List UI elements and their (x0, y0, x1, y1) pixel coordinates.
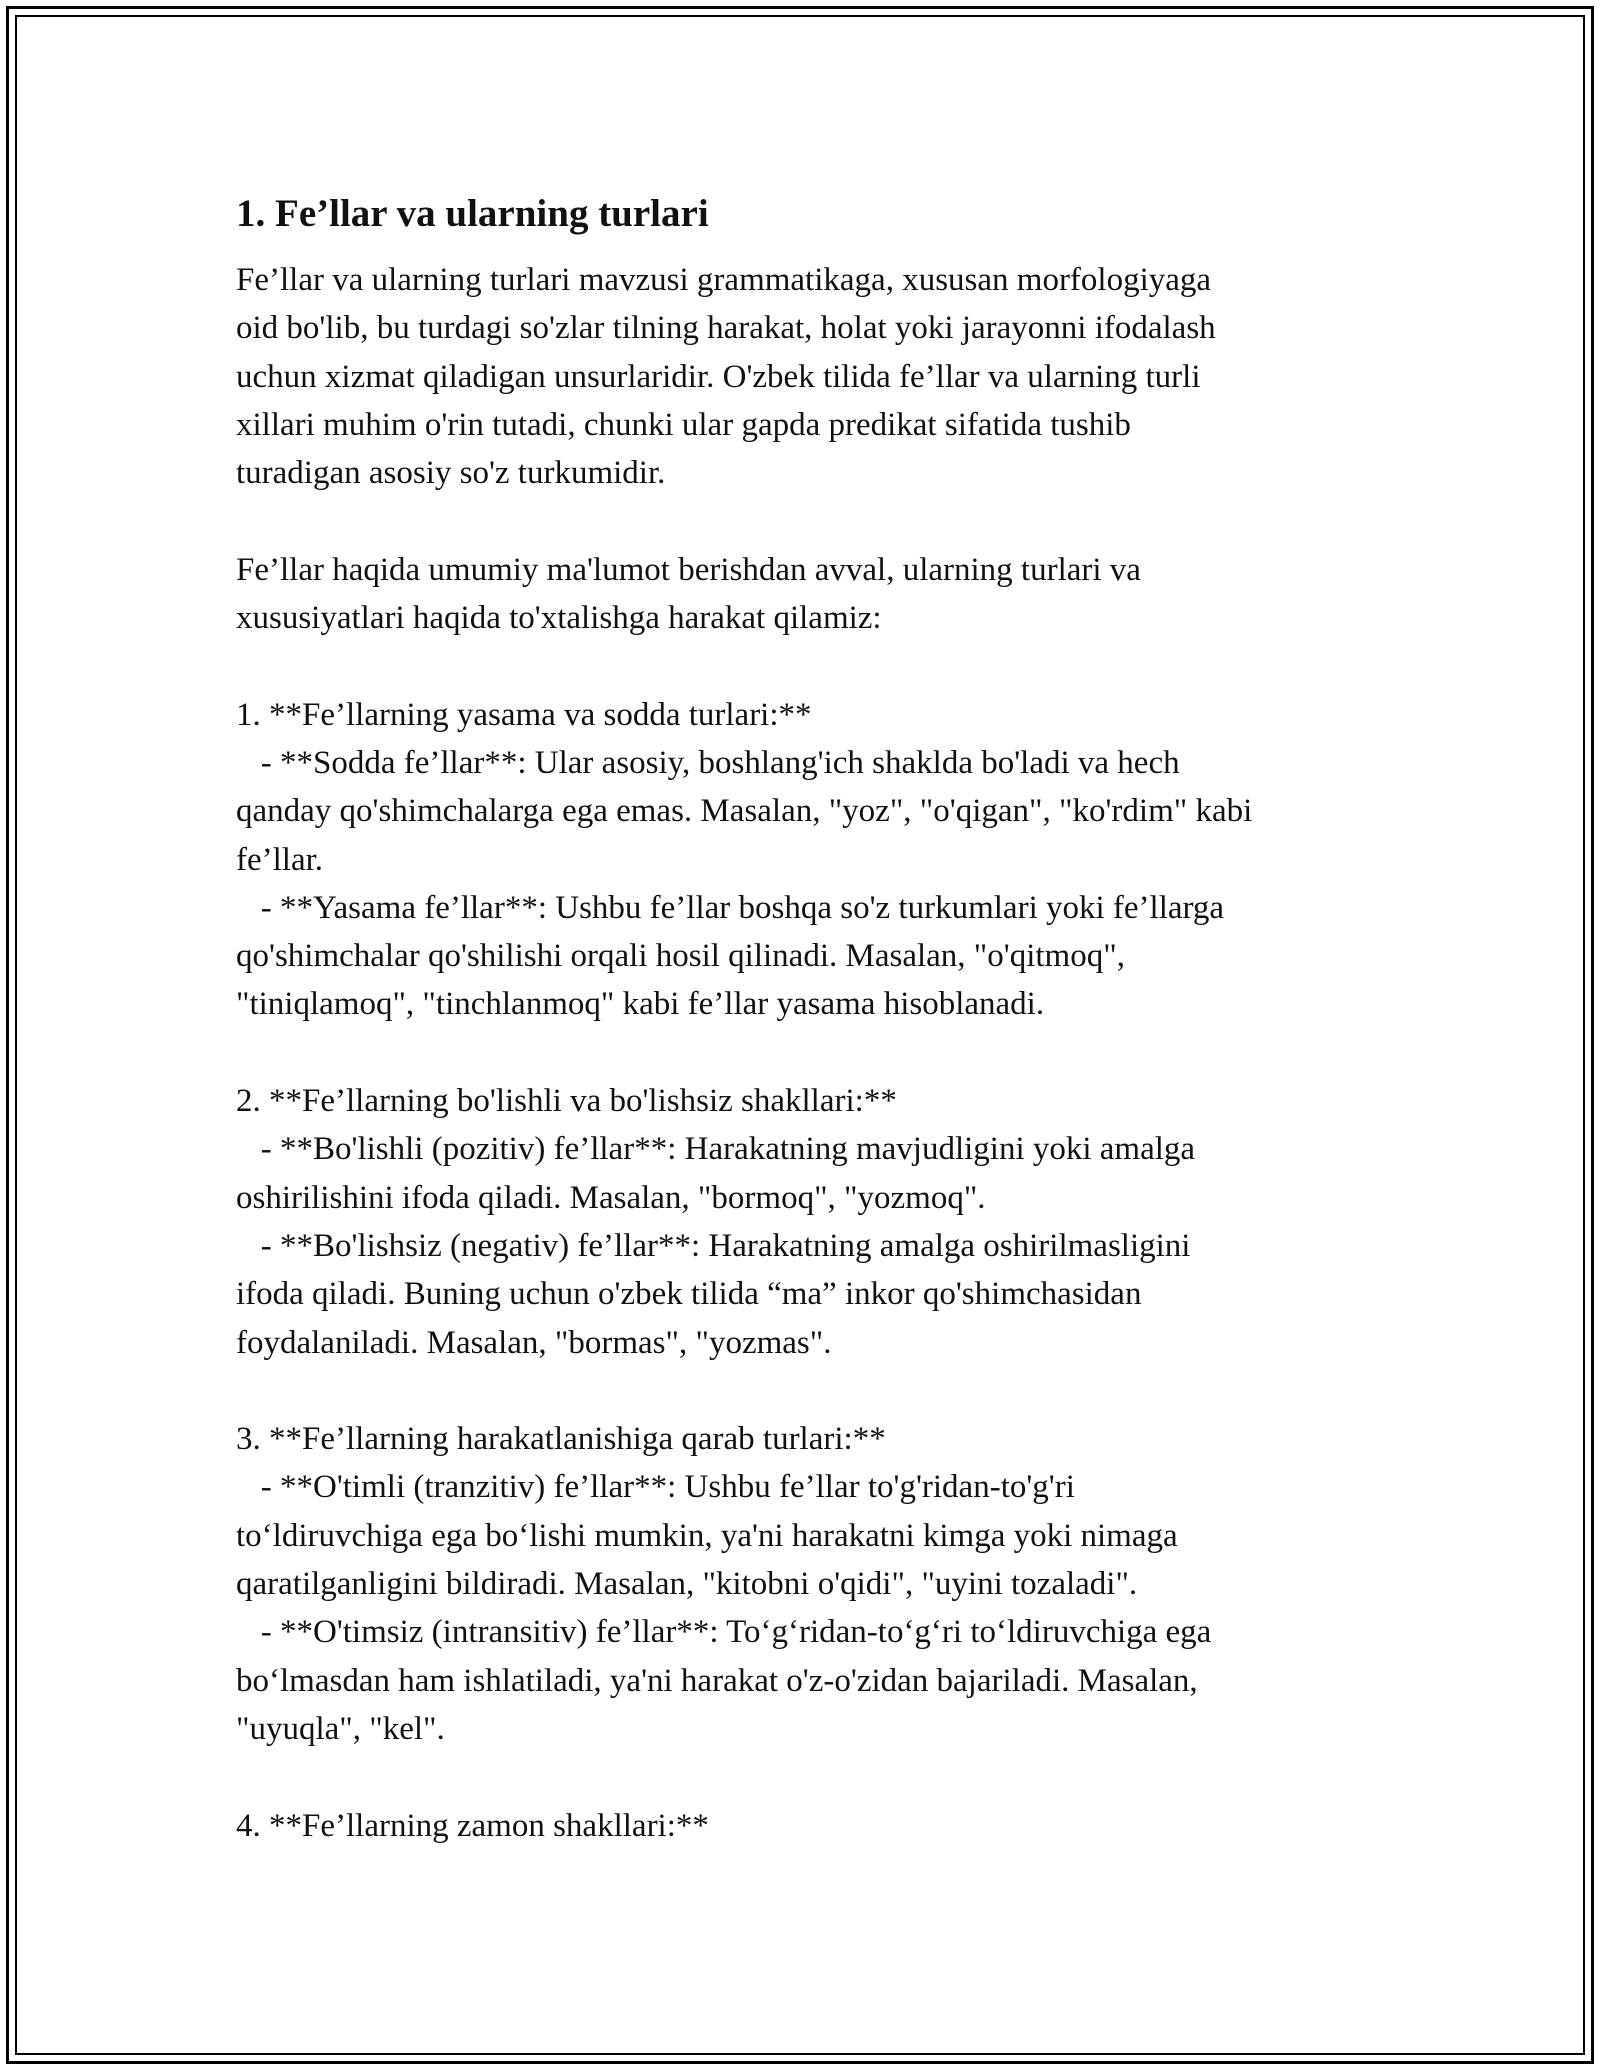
intro-paragraph (236, 256, 1386, 497)
section-heading: 1. **Fe’llarning yasama va sodda turlari:** (236, 696, 812, 733)
text-line: qanday qo'shimchalarga ega emas. Masalan, "yoz", "o'qigan", "ko'rdim" kabi (236, 793, 1253, 830)
text-line: - **Bo'lishli (pozitiv) fe’llar**: Harakatning mavjudligini yoki amalga (236, 1131, 1196, 1168)
text-line: to‘ldiruvchiga ega bo‘lishi mumkin, ya'ni harakatni kimga yoki nimaga (236, 1517, 1178, 1554)
text-line: qo'shimchalar qo'shilishi orqali hosil qilinadi. Masalan, "o'qitmoq", (236, 938, 1125, 975)
text-line: xillari muhim o'rin tutadi, chunki ular gapda predikat sifatida tushib (236, 406, 1131, 443)
section-heading: 4. **Fe’llarning zamon shakllari:** (236, 1807, 709, 1844)
section-heading: 3. **Fe’llarning harakatlanishiga qarab turlari:** (236, 1421, 886, 1458)
text-line: - **O'timli (tranzitiv) fe’llar**: Ushbu fe’llar to'g'ridan-to'g'ri (236, 1469, 1075, 1506)
section-3 (236, 1415, 1386, 1753)
text-line: xususiyatlari haqida to'xtalishga harakat qilamiz: (236, 600, 882, 637)
text-line: bo‘lmasdan ham ishlatiladi, ya'ni harakat o'z-o'zidan bajariladi. Masalan, (236, 1662, 1198, 1699)
section-2 (236, 1077, 1386, 1367)
text-line: foydalaniladi. Masalan, "bormas", "yozmas". (236, 1324, 832, 1361)
lead-paragraph (236, 546, 1386, 643)
section-1 (236, 691, 1386, 1029)
text-line: Fe’llar va ularning turlari mavzusi grammatikaga, xususan morfologiyaga (236, 262, 1212, 298)
paragraph-gap (236, 1029, 1386, 1077)
paragraph-gap (236, 642, 1386, 690)
text-line: "tiniqlamoq", "tinchlanmoq" kabi fe’llar yasama hisoblanadi. (236, 986, 1045, 1023)
section-heading: 2. **Fe’llarning bo'lishli va bo'lishsiz shakllari:** (236, 1083, 897, 1120)
paragraph-gap (236, 497, 1386, 545)
text-line: - **Bo'lishsiz (negativ) fe’llar**: Harakatning amalga oshirilmasligini (236, 1227, 1191, 1264)
text-line: ifoda qiladi. Buning uchun o'zbek tilida “ma” inkor qo'shimchasidan (236, 1276, 1142, 1313)
text-line: oid bo'lib, bu turdagi so'zlar tilning harakat, holat yoki jarayonni ifodalash (236, 310, 1216, 347)
text-line: - **Sodda fe’llar**: Ular asosiy, boshlang'ich shaklda bo'ladi va hech (236, 744, 1180, 781)
document-body (236, 186, 1386, 1850)
paragraph-gap (236, 1367, 1386, 1415)
document-title: 1. Fe’llar va ularning turlari (236, 192, 709, 235)
paragraph-gap (236, 1753, 1386, 1801)
text-line: turadigan asosiy so'z turkumidir. (236, 455, 666, 492)
section-4 (236, 1802, 1386, 1850)
text-line: - **O'timsiz (intransitiv) fe’llar**: To‘g‘ridan-to‘g‘ri to‘ldiruvchiga ega (236, 1614, 1212, 1651)
text-line: - **Yasama fe’llar**: Ushbu fe’llar boshqa so'z turkumlari yoki fe’llarga (236, 889, 1225, 926)
text-line: "uyuqla", "kel". (236, 1710, 445, 1747)
text-line: qaratilganligini bildiradi. Masalan, "kitobni o'qidi", "uyini tozaladi". (236, 1566, 1138, 1603)
text-line: uchun xizmat qiladigan unsurlaridir. O'zbek tilida fe’llar va ularning turli (236, 358, 1201, 395)
text-line: oshirilishini ifoda qiladi. Masalan, "bormoq", "yozmoq". (236, 1179, 986, 1216)
text-line: Fe’llar haqida umumiy ma'lumot berishdan avval, ularning turlari va (236, 551, 1141, 588)
text-line: fe’llar. (236, 841, 324, 878)
